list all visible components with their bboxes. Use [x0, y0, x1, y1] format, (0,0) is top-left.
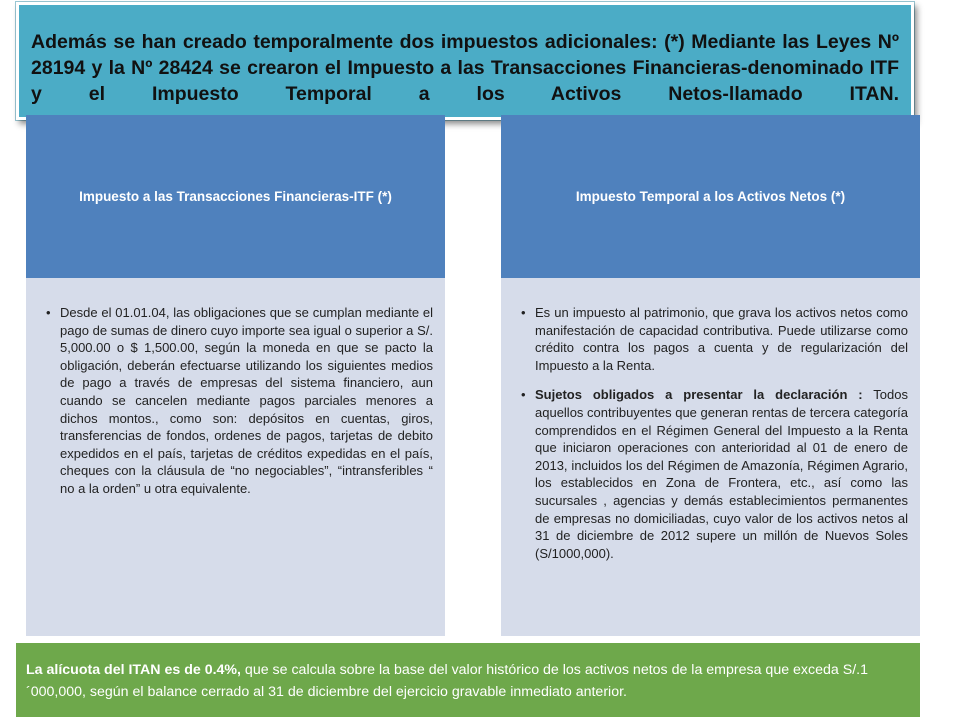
- itan-title: Impuesto Temporal a los Activos Netos (*): [575, 189, 846, 204]
- itan-rate-text: que se calcula sobre la base del valor histórico de los activos netos de la empresa que exceda S/.1´000,000, según el balance cerrado al 31 de diciembre del ejercicio gravable inmediato anterior.: [26, 662, 868, 700]
- intro-banner: [16, 2, 914, 120]
- itan-bullet-1-text: Es un impuesto al patrimonio, que grava los activos netos como manifestación de capacidad contributiva. Puede utilizarse como crédito contra los pagos a cuenta y de regularización del Impuesto a la Renta.: [535, 305, 908, 373]
- itan-bullet-1: [515, 304, 908, 374]
- itan-bullet-2-bold: Sujetos obligados a presentar la declaración :: [535, 387, 863, 403]
- itf-header: [26, 115, 445, 278]
- itan-body: [501, 278, 920, 636]
- intro-text: Además se han creado temporalmente dos impuestos adicionales: (*) Mediante las Leyes Nº 28194 y la Nº 28424 se crearon el Impuesto a las Transacciones Financieras-denominado ITF y el Impuesto Temporal a los Activos Netos-llamado ITAN.: [31, 31, 899, 105]
- itan-rate-box: [16, 643, 920, 717]
- itan-rate-bold: La alícuota del ITAN es de 0.4%,: [26, 662, 241, 678]
- itf-title: Impuesto a las Transacciones Financieras-ITF (*): [79, 189, 392, 204]
- itan-header: [501, 115, 920, 278]
- itf-bullet: [40, 304, 433, 498]
- itan-bullet-2: [515, 386, 908, 562]
- itan-bullet-list: [515, 304, 908, 562]
- itf-body: [26, 278, 445, 636]
- itf-bullet-list: [40, 304, 433, 498]
- itf-bullet-text: Desde el 01.01.04, las obligaciones que se cumplan mediante el pago de sumas de dinero cuyo importe sea igual o superior a S/. 5,000.00 o $ 1,500.00, según la moneda en que se pacto la obligación, deberán efectuarse utilizando los siguientes medios de pago a través de empresas del sistema financiero, aun cuando se cancelen mediante pagos parciales menores a dichos montos., como son: depósitos en cuentas, giros, transferencias de fondos, ordenes de pagos, tarjetas de debito expedidos en el país, tarjetas de créditos expedidas en el país, cheques con la cláusula de “no negociables”, “intransferibles “ no a la orden” u otra equivalente.: [60, 305, 433, 496]
- itan-bullet-2-text: Todos aquellos contribuyentes que generan rentas de tercera categoría comprendidos en el Régimen General del Impuesto a la Renta que iniciaron operaciones con anterioridad al 01 de enero de 2013, incluidos los del Régimen de Amazonía, Régimen Agrario, los establecidos en Zona de Frontera, etc., así como las sucursales , agencias y demás establecimientos permanentes de empresas no domiciliadas, cuyo valor de los activos netos al 31 de diciembre de 2012 supere un millón de Nuevos Soles (S/1000,000).: [535, 387, 908, 561]
